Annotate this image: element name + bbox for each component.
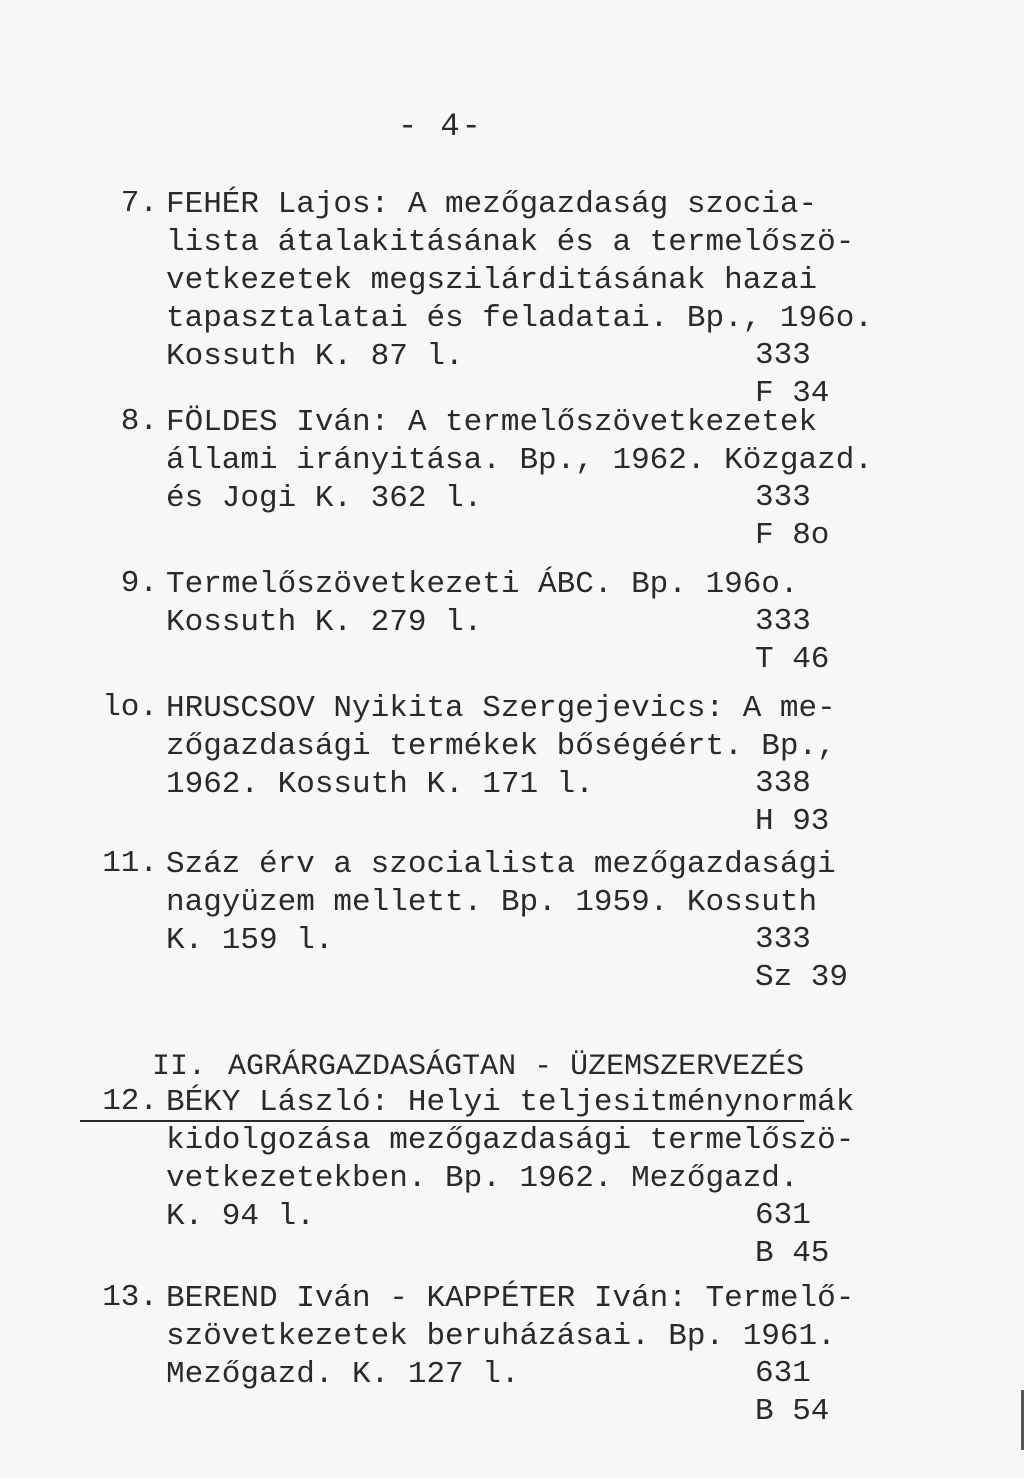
entry-line: zőgazdasági termékek bőségéért. Bp., bbox=[166, 729, 836, 764]
call-number-class: 333 bbox=[755, 480, 811, 515]
entry-line: FÖLDES Iván: A termelőszövetkezetek bbox=[166, 405, 818, 440]
entry-line: Mezőgazd. K. 127 l. bbox=[166, 1357, 520, 1392]
call-number-class: 338 bbox=[755, 766, 811, 801]
entry-line: 1962. Kossuth K. 171 l. bbox=[166, 767, 594, 802]
entry-line: HRUSCSOV Nyikita Szergejevics: A me- bbox=[166, 691, 836, 726]
entry-line: és Jogi K. 362 l. bbox=[166, 481, 483, 516]
entry-line: BÉKY László: Helyi teljesitménynormák bbox=[166, 1085, 855, 1120]
entry-line: K. 94 l. bbox=[166, 1199, 315, 1234]
entry-line: BEREND Iván - KAPPÉTER Iván: Termelő- bbox=[166, 1281, 855, 1316]
entry-number: lo. bbox=[102, 690, 158, 725]
entry-line: K. 159 l. bbox=[166, 923, 334, 958]
entry-line: szövetkezetek beruházásai. Bp. 1961. bbox=[166, 1319, 836, 1354]
entry-line: Kossuth K. 87 l. bbox=[166, 339, 464, 374]
call-number-class: 333 bbox=[755, 338, 811, 373]
entry-line: vetkezetekben. Bp. 1962. Mezőgazd. bbox=[166, 1161, 799, 1196]
section-number: II. bbox=[152, 1050, 207, 1084]
call-number-cutter: F 34 bbox=[755, 376, 830, 411]
entry-line: kidolgozása mezőgazdasági termelőszö- bbox=[166, 1123, 855, 1158]
entry-line: tapasztalatai és feladatai. Bp., 196o. bbox=[166, 301, 873, 336]
entry-number: 11. bbox=[102, 846, 158, 881]
entry-line: Termelőszövetkezeti ÁBC. Bp. 196o. bbox=[166, 567, 799, 602]
call-number-cutter: B 54 bbox=[755, 1394, 830, 1429]
call-number-class: 631 bbox=[755, 1356, 811, 1391]
entry-line: lista átalakitásának és a termelőszö- bbox=[166, 225, 855, 260]
entry-number: 13. bbox=[102, 1280, 158, 1315]
call-number-cutter: T 46 bbox=[755, 642, 830, 677]
call-number-class: 333 bbox=[755, 922, 811, 957]
call-number-class: 631 bbox=[755, 1198, 811, 1233]
section-title: AGRÁRGAZDASÁGTAN - ÜZEMSZERVEZÉS bbox=[228, 1050, 805, 1084]
entry-line: Száz érv a szocialista mezőgazdasági bbox=[166, 847, 836, 882]
entry-number: 12. bbox=[102, 1084, 158, 1119]
call-number-cutter: F 8o bbox=[755, 518, 830, 553]
entry-number: 9. bbox=[120, 566, 158, 601]
entry-line: állami irányitása. Bp., 1962. Közgazd. bbox=[166, 443, 873, 478]
page-number: - 4- bbox=[398, 108, 483, 145]
call-number-class: 333 bbox=[755, 604, 811, 639]
call-number-cutter: H 93 bbox=[755, 804, 830, 839]
call-number-cutter: Sz 39 bbox=[755, 960, 849, 995]
entry-number: 7. bbox=[120, 186, 158, 221]
entry-number: 8. bbox=[120, 404, 158, 439]
entry-line: Kossuth K. 279 l. bbox=[166, 605, 483, 640]
entry-line: vetkezetek megszilárditásának hazai bbox=[166, 263, 818, 298]
entry-line: nagyüzem mellett. Bp. 1959. Kossuth bbox=[166, 885, 818, 920]
entry-line: FEHÉR Lajos: A mezőgazdaság szocia- bbox=[166, 187, 818, 222]
call-number-cutter: B 45 bbox=[755, 1236, 830, 1271]
